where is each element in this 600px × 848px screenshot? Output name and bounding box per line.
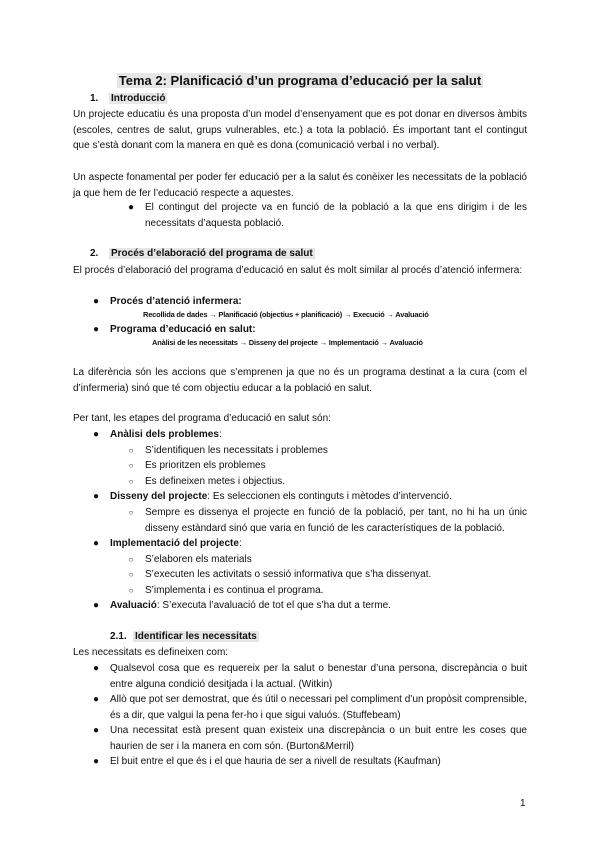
circle-bullet-icon: ○ [128,586,134,595]
nursing-process-bullet: ● Procés d’atenció infermera: [110,294,527,310]
list-item: ○ S’implementa i es continua el programa. [145,583,527,599]
list-item: ○ Es defineixen metes i objectius. [145,474,527,490]
bullet-dot-icon: ● [92,600,100,611]
nursing-process-flow: Recollida de dades → Planificació (objectius + planificació) → Execució → Avaluació [143,310,429,319]
list-item: ○ Sempre es dissenya el projecte en funció de la població, per tant, no hi ha un únic disseny estàndard sinó que varia en funció de les característiques de la població. [145,505,527,536]
needs-intro: Les necessitats es defineixen com: [73,647,229,658]
list-item: ○ Es prioritzen els problemes [145,458,527,474]
circle-bullet-icon: ○ [128,477,134,486]
bullet-dot-icon: ● [92,429,100,440]
section-2-1-heading: 2.1. Identificar les necessitats [110,631,257,642]
bullet-dot-icon: ● [92,756,100,767]
process-paragraph: El procés d’elaboració del programa d’educació en salut és molt similar al procés d’atenció infermera: [73,265,523,276]
needs-definition-burton-merril: ● Una necessitat està present quan existeix una discrepància o un buit entre les coses que haurien de ser i la manera en com són. (Burton&Merril) [110,723,527,754]
page-number: 1 [520,798,526,809]
stage-analysis: ● Anàlisi dels problemes: [110,427,527,443]
bullet-dot-icon: ● [92,296,100,307]
needs-definition-witkin: ● Qualsevol cosa que es requereix per la salut o benestar d’una persona, discrepància o buit entre alguna condició desitjada i la actual. (Witkin) [110,661,527,692]
needs-definition-kaufman: ● El buit entre el que és i el que hauria de ser a nivell de resultats (Kaufman) [110,754,527,770]
circle-bullet-icon: ○ [128,555,134,564]
bullet-dot-icon: ● [92,324,100,335]
difference-paragraph: La diferència són les accions que s’emprenen ja que no és un programa destinat a la cura (com el d’infermeria) sinó que té com objectiu educar a la població en salut. [73,367,527,394]
list-item: ○ S’identifiquen les necessitats i problemes [145,443,527,459]
stage-evaluation: ● Avaluació: S’executa l’avaluació de tot el que s’ha dut a terme. [110,598,527,614]
intro-paragraph-1: Un projecte educatiu és una proposta d’un model d’ensenyament que es pot donar en diversos àmbits (escoles, centres de salut, grups vulnerables, etc.) a tota la població. És important tant el contingut que s’està donant com la manera en què es dona (comunicació verbal i no verbal). [73,109,527,152]
needs-definition-stuffebeam: ● Allò que pot ser demostrat, que és útil o necessari pel compliment d’un propòsit comprensible, és a dir, que valgui la pena fer-ho i que sigui valuós. (Stuffebeam) [110,692,527,723]
circle-bullet-icon: ○ [128,446,134,455]
stage-design: ● Disseny del projecte: Es seleccionen els continguts i mètodes d’intervenció. [110,489,527,505]
bullet-dot-icon: ● [92,725,100,736]
section-1-heading: 1. Introducció [90,93,166,104]
circle-bullet-icon: ○ [128,508,134,517]
stage-implementation: ● Implementació del projecte: [110,536,527,552]
bullet-dot-icon: ● [92,491,100,502]
stages-intro: Per tant, les etapes del programa d’educació en salut són: [73,413,331,424]
bullet-dot-icon: ● [92,538,100,549]
bullet-dot-icon: ● [92,663,100,674]
health-program-bullet: ● Programa d’educació en salut: [110,322,527,338]
list-item: ○ S’elaboren els materials [145,552,527,568]
circle-bullet-icon: ○ [128,461,134,470]
health-program-flow: Anàlisi de les necessitats → Disseny del projecte → Implementació → Avaluació [152,338,423,347]
circle-bullet-icon: ○ [128,570,134,579]
bullet-dot-icon: ● [92,694,100,705]
bullet-dot-icon: ● [127,202,135,213]
intro-bullet: ● El contingut del projecte va en funció de la població a la que ens dirigim i de les necessitats d’aquesta població. [145,200,527,231]
intro-paragraph-2: Un aspecte fonamental per poder fer educació per a la salut és conèixer les necessitats de la població ja que hem de fer l’educació respecte a aquestes. [73,172,527,199]
document-title: Tema 2: Planificació d’un programa d’educació per la salut [118,73,482,88]
list-item: ○ S’executen les activitats o sessió informativa que s’ha dissenyat. [145,567,527,583]
section-2-heading: 2. Procés d’elaboració del programa de salut [90,248,313,259]
